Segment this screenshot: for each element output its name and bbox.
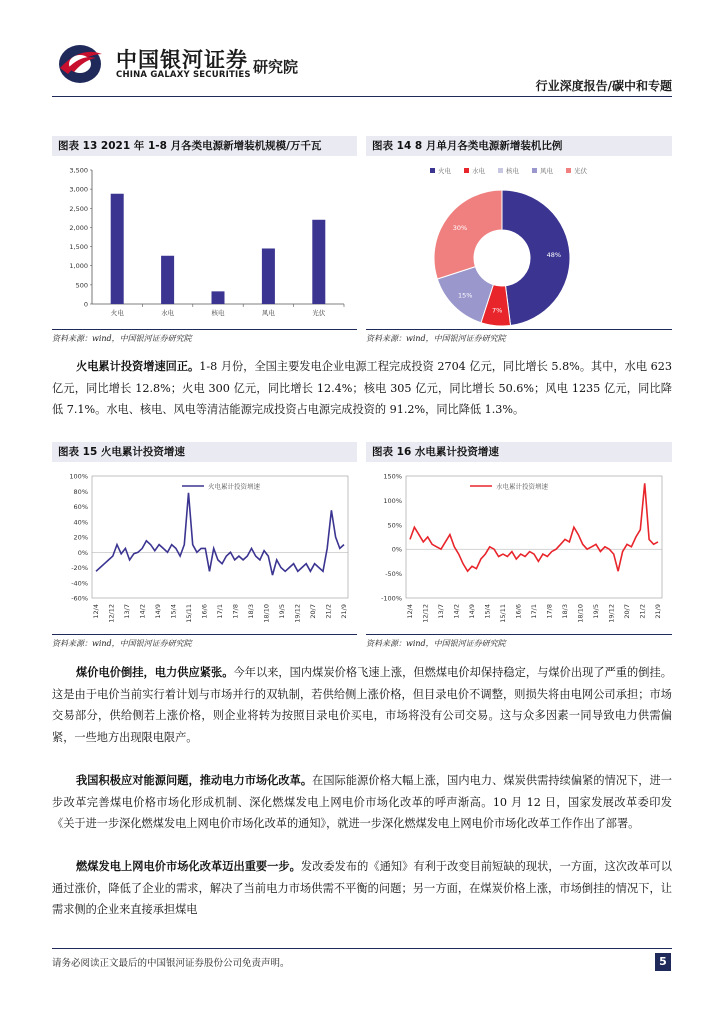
fig13-xtick-label: 核电 xyxy=(211,309,225,317)
fig16-source: 资料来源：wind，中国银河证券研究院 xyxy=(366,639,506,648)
paragraph-coal-power-reform-body: 发改委发布的《通知》有利于改变目前短缺的现状，一方面，这次改革可以通过涨价，降低了企业的需求，解决了当前电力市场供需不平衡的问题；另一方面，在煤炭价格上涨，市场倒挂的情况下，让需求侧的企业来直接承担煤电 xyxy=(52,860,672,916)
fig13-ytick-label: 3,500 xyxy=(69,166,88,175)
fig14-source-rule xyxy=(366,329,672,330)
fig16-ytick-label: 100% xyxy=(383,496,402,505)
fig14-donut-chart xyxy=(366,158,672,326)
fig13-source-rule xyxy=(52,329,357,330)
fig14-legend-label: 核电 xyxy=(506,167,519,175)
fig15-ytick-label: -20% xyxy=(71,564,88,572)
paragraph-price-inversion xyxy=(52,662,672,748)
fig13-ytick-label: 1,000 xyxy=(69,262,88,271)
paragraph-investment-lead: 火电累计投资增速回正。 xyxy=(76,360,200,373)
fig15-series-line xyxy=(96,493,344,575)
fig15-source-rule xyxy=(52,634,357,635)
fig14-title: 图表 14 8 月单月各类电源新增装机比例 xyxy=(366,136,672,156)
fig14-legend-swatch xyxy=(464,168,469,173)
institute-name: 研究院 xyxy=(253,58,299,76)
fig16-xtick-label: 17/8 xyxy=(545,604,554,619)
fig13-bar xyxy=(262,248,275,304)
header xyxy=(0,0,724,100)
fig13-bar xyxy=(212,291,225,304)
fig13-xtick-label: 风电 xyxy=(261,309,275,317)
fig16-xtick-label: 21/9 xyxy=(654,604,662,619)
fig14-slice-label: 30% xyxy=(452,223,468,232)
footer-rule xyxy=(52,948,672,949)
fig14-slice xyxy=(434,190,502,279)
logo-en: CHINA GALAXY SECURITIES xyxy=(116,70,251,80)
fig16-xtick-label: 12/4 xyxy=(406,604,414,619)
fig16-source-rule xyxy=(366,634,672,635)
fig15-xtick-label: 21/2 xyxy=(324,604,333,619)
fig14-legend-label: 光伏 xyxy=(574,167,587,175)
fig14-slice-label: 15% xyxy=(458,291,473,300)
fig16-ytick-label: 150% xyxy=(383,472,402,481)
fig15-xtick-label: 19/5 xyxy=(278,604,286,619)
fig16-ytick-label: -50% xyxy=(385,570,402,579)
fig13-bar-chart xyxy=(52,158,357,326)
paragraph-market-reform-body: 在国际能源价格大幅上涨，国内电力、煤炭供需持续偏紧的情况下，进一步改革完善煤电价格市场化形成机制、深化燃煤发电上网电价市场化改革的呼声渐高。10 月 12 日，国家发展改革委印发《关于进一步深化燃煤发电上网电价市场化改革的通知》，就进一步深化燃煤发电上网电价市场化改革工作作出了部署。 xyxy=(52,774,672,830)
fig15-ytick-label: 20% xyxy=(73,533,88,542)
fig13-xtick-label: 火电 xyxy=(110,309,124,317)
fig14-legend-swatch xyxy=(566,168,571,173)
fig15-xtick-label: 12/4 xyxy=(92,604,100,619)
fig15-plot-frame xyxy=(92,476,348,598)
fig16-xtick-label: 20/7 xyxy=(623,604,631,619)
fig16-xtick-label: 14/2 xyxy=(452,604,461,619)
paragraph-price-inversion-lead: 煤价电价倒挂，电力供应紧张。 xyxy=(76,666,234,679)
fig15-xtick-label: 19/12 xyxy=(293,604,302,623)
fig16-xtick-label: 18/3 xyxy=(561,604,569,619)
fig15-ytick-label: 80% xyxy=(73,487,88,496)
fig16-plot-frame xyxy=(406,476,662,598)
fig15-ytick-label: 0% xyxy=(77,548,88,557)
fig15-xtick-label: 14/9 xyxy=(154,604,162,619)
fig13-bar xyxy=(312,220,325,304)
paragraph-price-inversion-body: 今年以来，国内煤炭价格飞速上涨，但燃煤电价却保持稳定，与煤价出现了严重的倒挂。这是由于电价当前实行着计划与市场并行的双轨制，若供给侧上涨价格，但目录电价不调整，则损失将由电网公司承担；市场交易部分，供给侧若上涨价格，则企业将转为按照目录电价买电，市场将没有公司交易。这与众多因素一同导致电力供需偏紧，一些地方出现限电限产。 xyxy=(52,666,672,744)
fig14-legend-label: 风电 xyxy=(540,167,553,175)
fig15-ytick-label: 40% xyxy=(73,518,88,527)
fig15-xtick-label: 18/10 xyxy=(262,604,271,623)
fig16-xtick-label: 15/11 xyxy=(499,604,507,623)
fig13-bar xyxy=(161,256,174,304)
fig15-xtick-label: 16/6 xyxy=(200,604,209,619)
paragraph-market-reform xyxy=(52,770,672,835)
fig15-xtick-label: 15/4 xyxy=(169,604,178,619)
fig16-title: 图表 16 水电累计投资增速 xyxy=(366,442,672,462)
fig15-ytick-label: 60% xyxy=(73,503,88,511)
fig14-legend-swatch xyxy=(498,168,503,173)
fig16-xtick-label: 21/2 xyxy=(638,604,647,619)
fig13-title: 图表 13 2021 年 1-8 月各类电源新增装机规模/万千瓦 xyxy=(52,136,357,156)
fig16-legend-label: 水电累计投资增速 xyxy=(496,482,548,491)
paragraph-coal-power-reform-lead: 燃煤发电上网电价市场化改革迈出重要一步。 xyxy=(76,860,301,873)
fig15-xtick-label: 15/11 xyxy=(185,604,193,623)
fig15-line-chart xyxy=(52,464,357,632)
paragraph-investment xyxy=(52,356,672,421)
fig15-xtick-label: 17/8 xyxy=(231,604,240,619)
fig15-xtick-label: 20/7 xyxy=(309,604,317,619)
fig14-legend-label: 火电 xyxy=(438,167,451,175)
paragraph-coal-power-reform xyxy=(52,856,672,921)
fig13-ytick-label: 3,000 xyxy=(69,185,88,194)
fig13-bar xyxy=(111,194,124,304)
fig13-ytick-label: 2,000 xyxy=(69,223,88,232)
fig16-xtick-label: 13/7 xyxy=(437,604,445,619)
paragraph-investment-body: 1-8 月份，全国主要发电企业电源工程完成投资 2704 亿元，同比增长 5.8%。其中，水电 623 亿元，同比增长 12.8%；火电 300 亿元，同比增长 12.4%；核电 305 亿元，同比增长 50.6%；风电 1235 亿元，同比降低 7.1%。水电、核电、风电等清洁能源完成投资占电源完成投资的 91.2%，同比降低 1.3%。 xyxy=(52,360,672,416)
fig16-xtick-label: 14/9 xyxy=(468,604,476,619)
fig15-xtick-label: 12/12 xyxy=(107,604,116,623)
report-type: 行业深度报告/碳中和专题 xyxy=(535,79,672,93)
fig14-slice-label: 7% xyxy=(491,306,503,315)
fig13-xtick-label: 水电 xyxy=(161,309,175,317)
fig14-slice-label: 48% xyxy=(546,251,562,260)
fig16-xtick-label: 18/10 xyxy=(576,604,585,623)
fig15-xtick-label: 21/9 xyxy=(340,604,348,619)
fig15-ytick-label: 100% xyxy=(69,472,88,481)
fig16-xtick-label: 16/6 xyxy=(514,604,523,619)
fig16-xtick-label: 17/1 xyxy=(530,604,538,619)
fig15-xtick-label: 17/1 xyxy=(216,604,224,619)
fig13-source: 资料来源：wind，中国银河证券研究院 xyxy=(52,334,192,343)
fig13-ytick-label: 0 xyxy=(83,300,88,309)
paragraph-market-reform-lead: 我国积极应对能源问题，推动电力市场化改革。 xyxy=(76,774,313,787)
fig15-xtick-label: 14/2 xyxy=(138,604,147,619)
fig14-source: 资料来源：wind，中国银河证券研究院 xyxy=(366,334,506,343)
fig13-xtick-label: 光伏 xyxy=(312,309,326,317)
header-rule xyxy=(52,96,672,97)
fig15-title: 图表 15 火电累计投资增速 xyxy=(52,442,357,462)
fig16-xtick-label: 19/12 xyxy=(607,604,616,623)
fig13-ytick-label: 500 xyxy=(75,281,88,290)
fig16-xtick-label: 12/12 xyxy=(421,604,430,623)
fig16-xtick-label: 19/5 xyxy=(592,604,600,619)
fig15-ytick-label: -60% xyxy=(71,594,88,603)
fig13-ytick-label: 1,500 xyxy=(69,243,88,252)
fig16-line-chart xyxy=(366,464,672,632)
fig14-legend-swatch xyxy=(430,168,435,173)
fig16-xtick-label: 15/4 xyxy=(483,604,492,619)
fig16-ytick-label: 0% xyxy=(391,545,402,554)
fig15-legend-label: 火电累计投资增速 xyxy=(208,482,260,491)
fig13-ytick-label: 2,500 xyxy=(69,204,88,213)
fig15-ytick-label: -40% xyxy=(71,579,88,588)
fig15-xtick-label: 18/3 xyxy=(247,604,255,619)
fig16-ytick-label: 50% xyxy=(387,521,402,530)
galaxy-logo-icon xyxy=(54,40,106,86)
logo-cn: 中国银河证券 xyxy=(116,48,248,72)
fig16-series-line xyxy=(410,483,658,571)
fig14-legend-label: 水电 xyxy=(472,167,485,175)
fig15-xtick-label: 13/7 xyxy=(123,604,131,619)
page-number: 5 xyxy=(655,953,671,971)
footer-disclaimer: 请务必阅读正文最后的中国银河证券股份公司免责声明。 xyxy=(52,958,290,969)
fig16-ytick-label: -100% xyxy=(381,594,402,603)
fig14-legend-swatch xyxy=(532,168,537,173)
fig15-source: 资料来源：wind，中国银河证券研究院 xyxy=(52,639,192,648)
